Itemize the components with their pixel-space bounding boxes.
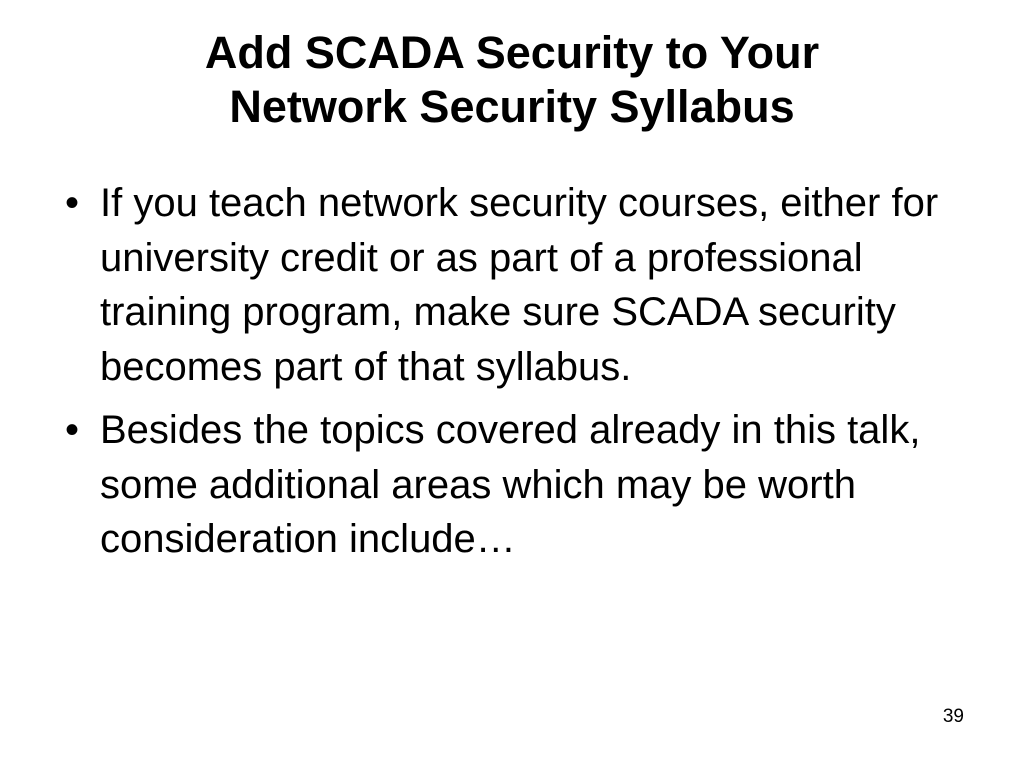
bullet-text: If you teach network security courses, either for university credit or as part of a professional training program, make sure SCADA security becomes part of that syllabus. <box>100 181 939 389</box>
bullet-marker: • <box>64 181 79 225</box>
bullet-text: Besides the topics covered already in this talk, some additional areas which may be worth consideration include… <box>100 408 921 561</box>
page-number: 39 <box>942 706 964 727</box>
slide-title-line-1: Add SCADA Security to Your <box>204 27 820 78</box>
bullet-list <box>57 176 957 576</box>
slide-title-line-2: Network Security Syllabus <box>229 81 795 132</box>
slide-title <box>80 26 944 134</box>
bullet-marker: • <box>64 408 79 452</box>
bullet-item <box>57 403 957 567</box>
bullet-item <box>57 176 957 394</box>
